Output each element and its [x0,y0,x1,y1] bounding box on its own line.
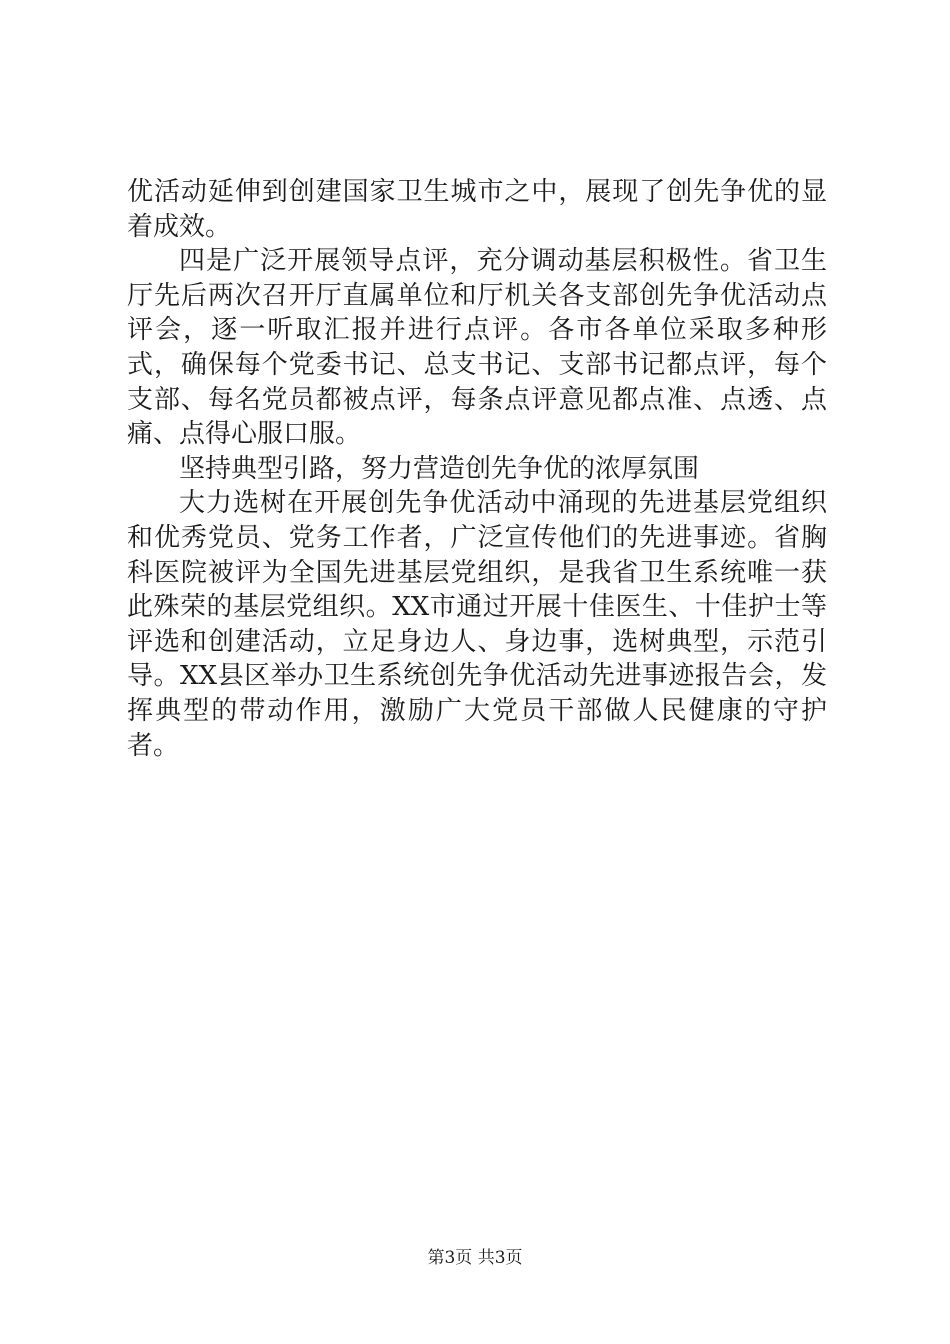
page-footer: 第3页 共3页 [427,1248,523,1268]
document-body [127,175,827,763]
section-heading: 坚持典型引路，努力营造创先争优的浓厚氛围 [179,453,700,484]
paragraph-leadership-review: 四是广泛开展领导点评，充分调动基层积极性。省卫生厅先后两次召开厅直属单位和厅机关各支部创先争优活动点评会，逐一听取汇报并进行点评。各市各单位采取多种形式，确保每个党委书记、总支书记、支部书记都点评，每个支部、每名党员都被点评，每条点评意见都点准、点透、点痛、点得心服口服。 [127,246,827,450]
paragraph-role-models: 大力选树在开展创先争优活动中涌现的先进基层党组织和优秀党员、党务工作者，广泛宣传他们的先进事迹。省胸科医院被评为全国先进基层党组织，是我省卫生系统唯一获此殊荣的基层党组织。XX市通过开展十佳医生、十佳护士等评选和创建活动，立足身边人、身边事，选树典型，示范引导。XX县区举办卫生系统创先争优活动先进事迹报告会，发挥典型的带动作用，激励广大党员干部做人民健康的守护者。 [127,488,827,761]
paragraph-continuation: 优活动延伸到创建国家卫生城市之中，展现了创先争优的显着成效。 [127,177,827,242]
